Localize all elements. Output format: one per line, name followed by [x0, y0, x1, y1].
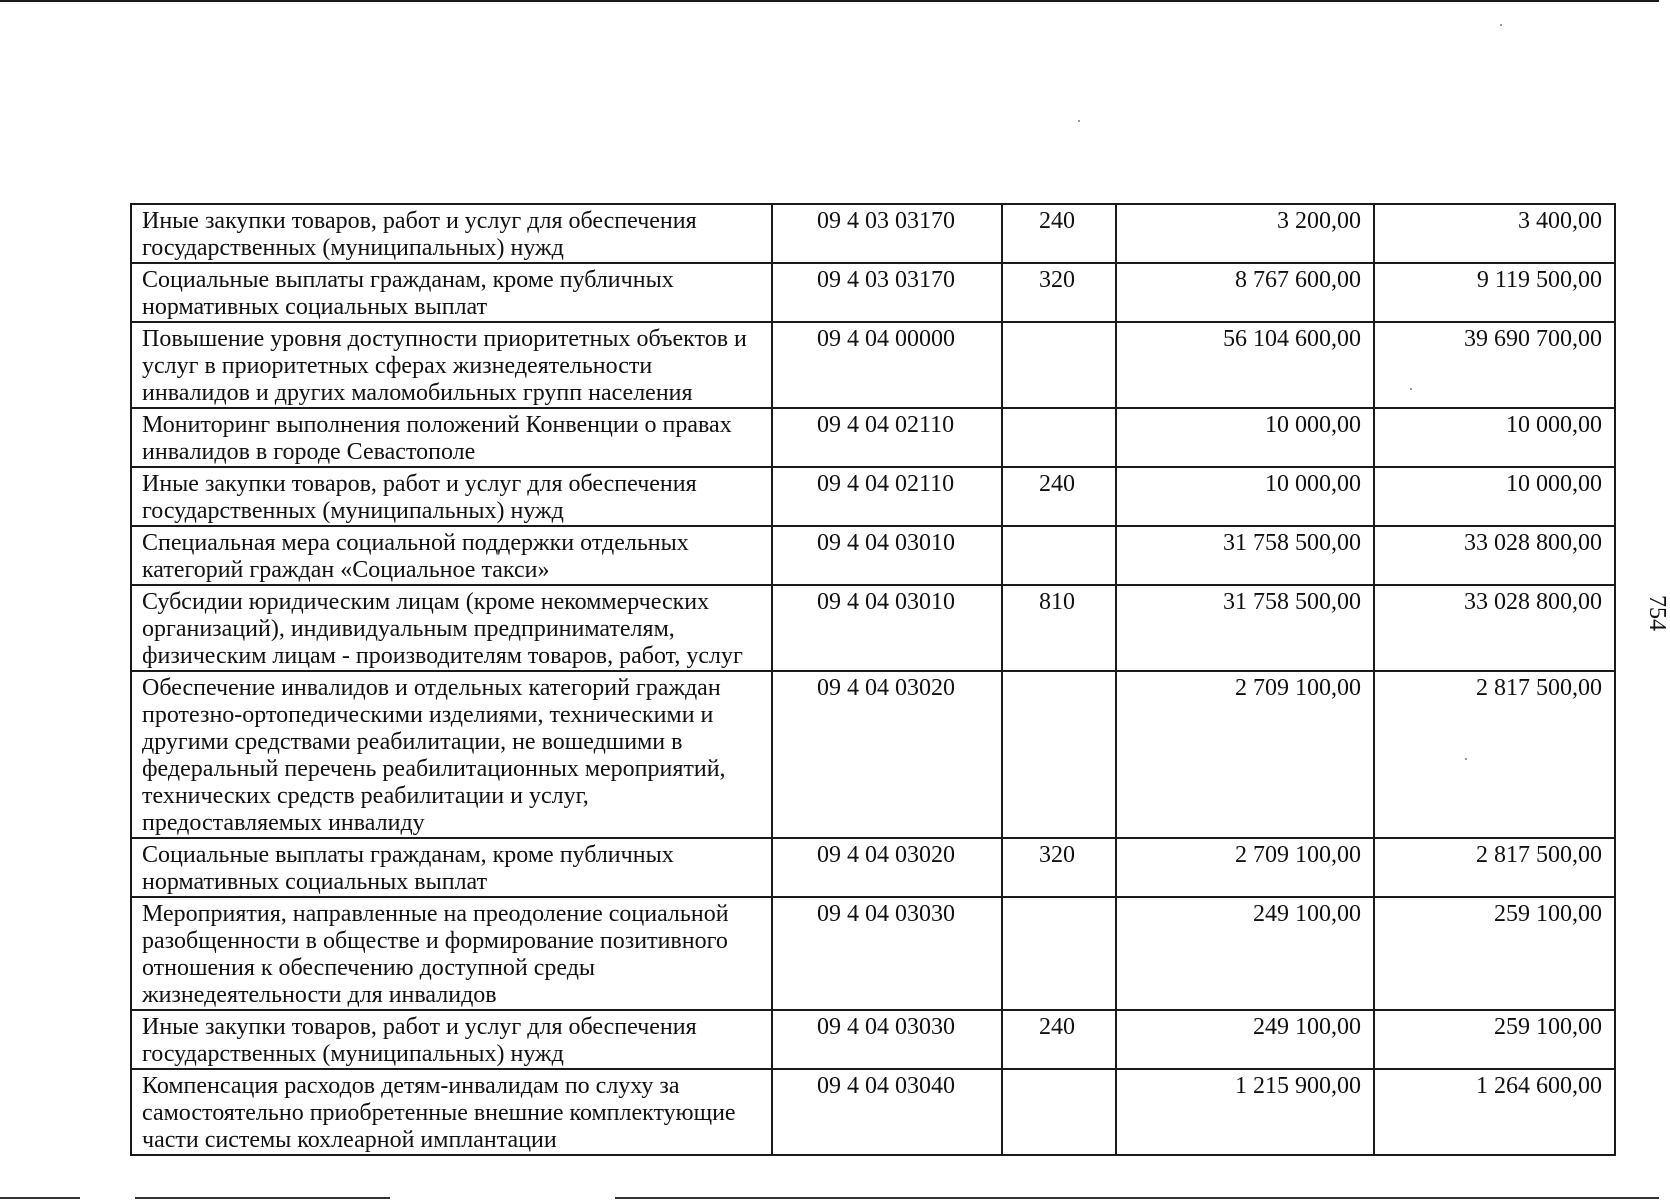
- table-row: [131, 467, 1615, 526]
- row-amount-2-cell: 259 100,00: [1374, 1010, 1615, 1069]
- row-amount-1-cell: 31 758 500,00: [1116, 526, 1374, 585]
- row-name-cell: Субсидии юридическим лицам (кроме некоммерческих организаций), индивидуальным предпринимателям, физическим лицам - производителям товаров, работ, услуг: [131, 585, 772, 671]
- table-row: [131, 322, 1615, 408]
- row-amount-2-cell: 33 028 800,00: [1374, 585, 1615, 671]
- row-code-cell: 09 4 04 03040: [772, 1069, 1002, 1155]
- table-row: [131, 263, 1615, 322]
- table-row: [131, 897, 1615, 1010]
- row-name-cell: Повышение уровня доступности приоритетных объектов и услуг в приоритетных сферах жизнедеятельности инвалидов и других маломобильных групп населения: [131, 322, 772, 408]
- table-row: [131, 204, 1615, 263]
- row-type-cell: 240: [1002, 204, 1116, 263]
- table-row: [131, 671, 1615, 838]
- row-amount-2-cell: 9 119 500,00: [1374, 263, 1615, 322]
- table-row: [131, 585, 1615, 671]
- row-amount-1-cell: 249 100,00: [1116, 1010, 1374, 1069]
- row-type-cell: [1002, 408, 1116, 467]
- row-amount-2-cell: 1 264 600,00: [1374, 1069, 1615, 1155]
- row-amount-2-cell: 259 100,00: [1374, 897, 1615, 1010]
- scan-top-edge: [0, 0, 1659, 2]
- row-amount-1-cell: 31 758 500,00: [1116, 585, 1374, 671]
- row-code-cell: 09 4 04 03030: [772, 897, 1002, 1010]
- row-amount-2-cell: 3 400,00: [1374, 204, 1615, 263]
- row-amount-2-cell: 2 817 500,00: [1374, 838, 1615, 897]
- row-name-cell: Иные закупки товаров, работ и услуг для обеспечения государственных (муниципальных) нужд: [131, 204, 772, 263]
- table-row: [131, 408, 1615, 467]
- row-name-cell: Иные закупки товаров, работ и услуг для обеспечения государственных (муниципальных) нужд: [131, 467, 772, 526]
- row-amount-1-cell: 56 104 600,00: [1116, 322, 1374, 408]
- row-code-cell: 09 4 04 03010: [772, 585, 1002, 671]
- row-amount-1-cell: 10 000,00: [1116, 467, 1374, 526]
- row-amount-2-cell: 33 028 800,00: [1374, 526, 1615, 585]
- row-code-cell: 09 4 04 02110: [772, 408, 1002, 467]
- row-name-cell: Иные закупки товаров, работ и услуг для обеспечения государственных (муниципальных) нужд: [131, 1010, 772, 1069]
- row-code-cell: 09 4 03 03170: [772, 263, 1002, 322]
- row-amount-1-cell: 2 709 100,00: [1116, 671, 1374, 838]
- row-name-cell: Компенсация расходов детям-инвалидам по слуху за самостоятельно приобретенные внешние комплектующие части системы кохлеарной имплантации: [131, 1069, 772, 1155]
- table-row: [131, 1010, 1615, 1069]
- row-code-cell: 09 4 04 03020: [772, 838, 1002, 897]
- table-row: [131, 838, 1615, 897]
- row-amount-1-cell: 10 000,00: [1116, 408, 1374, 467]
- row-type-cell: [1002, 322, 1116, 408]
- page-number: 754: [1644, 595, 1670, 631]
- row-name-cell: Мероприятия, направленные на преодоление социальной разобщенности в обществе и формирование позитивного отношения к обеспечению доступной среды жизнедеятельности для инвалидов: [131, 897, 772, 1010]
- scan-speck: [1500, 24, 1502, 26]
- budget-table: [130, 203, 1616, 1156]
- table-row: [131, 1069, 1615, 1155]
- row-type-cell: [1002, 897, 1116, 1010]
- row-type-cell: [1002, 526, 1116, 585]
- row-amount-2-cell: 2 817 500,00: [1374, 671, 1615, 838]
- row-amount-2-cell: 10 000,00: [1374, 467, 1615, 526]
- scan-bottom-edge-mid: [135, 1197, 390, 1199]
- row-amount-1-cell: 3 200,00: [1116, 204, 1374, 263]
- row-name-cell: Социальные выплаты гражданам, кроме публичных нормативных социальных выплат: [131, 838, 772, 897]
- row-amount-2-cell: 10 000,00: [1374, 408, 1615, 467]
- row-type-cell: 240: [1002, 467, 1116, 526]
- row-type-cell: 320: [1002, 263, 1116, 322]
- row-code-cell: 09 4 04 02110: [772, 467, 1002, 526]
- table-row: [131, 526, 1615, 585]
- row-amount-1-cell: 2 709 100,00: [1116, 838, 1374, 897]
- row-type-cell: [1002, 1069, 1116, 1155]
- row-code-cell: 09 4 04 03010: [772, 526, 1002, 585]
- row-code-cell: 09 4 04 03030: [772, 1010, 1002, 1069]
- row-code-cell: 09 4 04 00000: [772, 322, 1002, 408]
- row-type-cell: 240: [1002, 1010, 1116, 1069]
- scan-bottom-edge-left: [0, 1197, 80, 1199]
- row-amount-1-cell: 1 215 900,00: [1116, 1069, 1374, 1155]
- row-amount-1-cell: 8 767 600,00: [1116, 263, 1374, 322]
- row-name-cell: Социальные выплаты гражданам, кроме публичных нормативных социальных выплат: [131, 263, 772, 322]
- row-name-cell: Обеспечение инвалидов и отдельных категорий граждан протезно-ортопедическими изделиями, техническими и другими средствами реабилитации, не вошедшими в федеральный перечень реабилитационных мероприятий, технических средств реабилитации и услуг, предоставляемых инвалиду: [131, 671, 772, 838]
- row-amount-1-cell: 249 100,00: [1116, 897, 1374, 1010]
- row-type-cell: 810: [1002, 585, 1116, 671]
- row-type-cell: 320: [1002, 838, 1116, 897]
- row-code-cell: 09 4 03 03170: [772, 204, 1002, 263]
- row-type-cell: [1002, 671, 1116, 838]
- row-name-cell: Мониторинг выполнения положений Конвенции о правах инвалидов в городе Севастополе: [131, 408, 772, 467]
- row-name-cell: Специальная мера социальной поддержки отдельных категорий граждан «Социальное такси»: [131, 526, 772, 585]
- row-amount-2-cell: 39 690 700,00: [1374, 322, 1615, 408]
- row-code-cell: 09 4 04 03020: [772, 671, 1002, 838]
- scan-speck: [1078, 120, 1080, 122]
- scan-bottom-edge-right: [615, 1197, 1659, 1199]
